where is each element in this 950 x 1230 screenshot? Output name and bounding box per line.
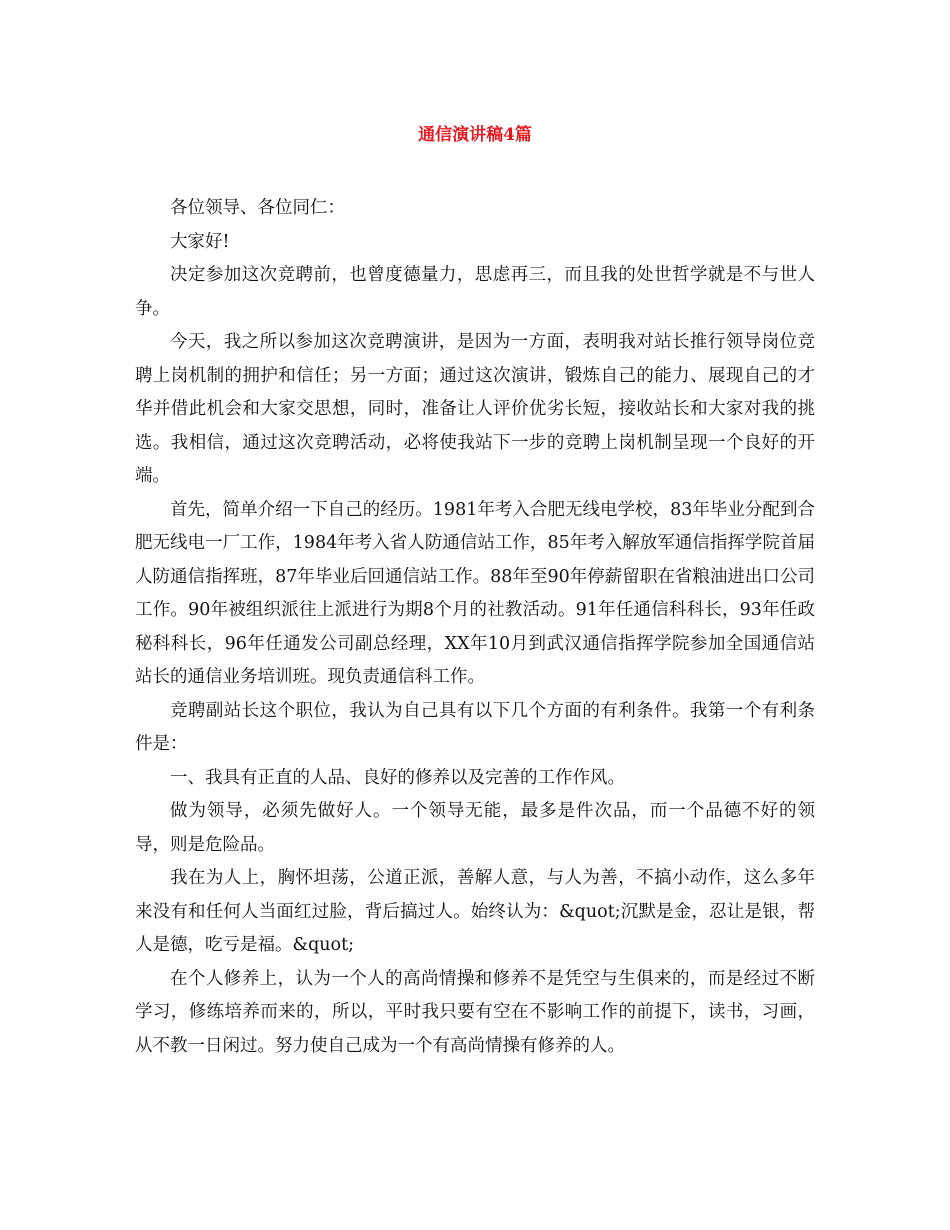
paragraph-self-cultivation: 在个人修养上，认为一个人的高尚情操和修养不是凭空与生俱来的，而是经过不断学习，修练培养而来的，所以，平时我只要有空在不影响工作的前提下，读书，习画，从不教一日闲过。努力使自己成为一个有高尚情操有修养的人。 <box>135 968 815 1056</box>
paragraph-decision: 决定参加这次竞聘前，也曾度德量力，思虑再三，而且我的处世哲学就是不与世人争。 <box>135 265 815 319</box>
paragraph-leadership: 做为领导，必须先做好人。一个领导无能，最多是件次品，而一个品德不好的领导，则是危险品。 <box>135 801 815 855</box>
paragraph-condition-one: 一、我具有正直的人品、良好的修养以及完善的工作作风。 <box>170 767 625 788</box>
document-title: 通信演讲稿4篇 <box>418 125 532 145</box>
paragraph-conditions-intro: 竞聘副站长这个职位，我认为自己具有以下几个方面的有利条件。我第一个有利条件是： <box>135 700 815 754</box>
paragraph-greeting: 各位领导、各位同仁： <box>170 198 345 218</box>
paragraph-character: 我在为人上，胸怀坦荡，公道正派，善解人意，与人为善，不搞小动作，这么多年来没有和任何人当面红过脸，背后搞过人。始终认为：&quot;沉默是金，忍让是银，帮人是德，吃亏是福。&quot; <box>135 868 815 955</box>
document-body <box>135 192 815 1063</box>
paragraph-experience: 首先，简单介绍一下自己的经历。1981年考入合肥无线电学校，83年毕业分配到合肥无线电一厂工作，1984年考入省人防通信站工作，85年考入解放军通信指挥学院首届人防通信指挥班，87年毕业后回通信站工作。88年至90年停薪留职在省粮油进出口公司工作。90年被组织派往上派进行为期8个月的社教活动。91年任通信科科长，93年任政秘科科长，96年任通发公司副总经理，XX年10月到武汉通信指挥学院参加全国通信站站长的通信业务培训班。现负责通信科工作。 <box>135 499 815 687</box>
paragraph-purpose: 今天，我之所以参加这次竞聘演讲，是因为一方面，表明我对站长推行领导岗位竞聘上岗机制的拥护和信任；另一方面；通过这次演讲，锻炼自己的能力、展现自己的才华并借此机会和大家交思想，同时，准备让人评价优劣长短，接收站长和大家对我的挑选。我相信，通过这次竞聘活动，必将使我站下一步的竞聘上岗机制呈现一个良好的开端。 <box>135 332 815 486</box>
paragraph-hello: 大家好! <box>170 231 230 252</box>
